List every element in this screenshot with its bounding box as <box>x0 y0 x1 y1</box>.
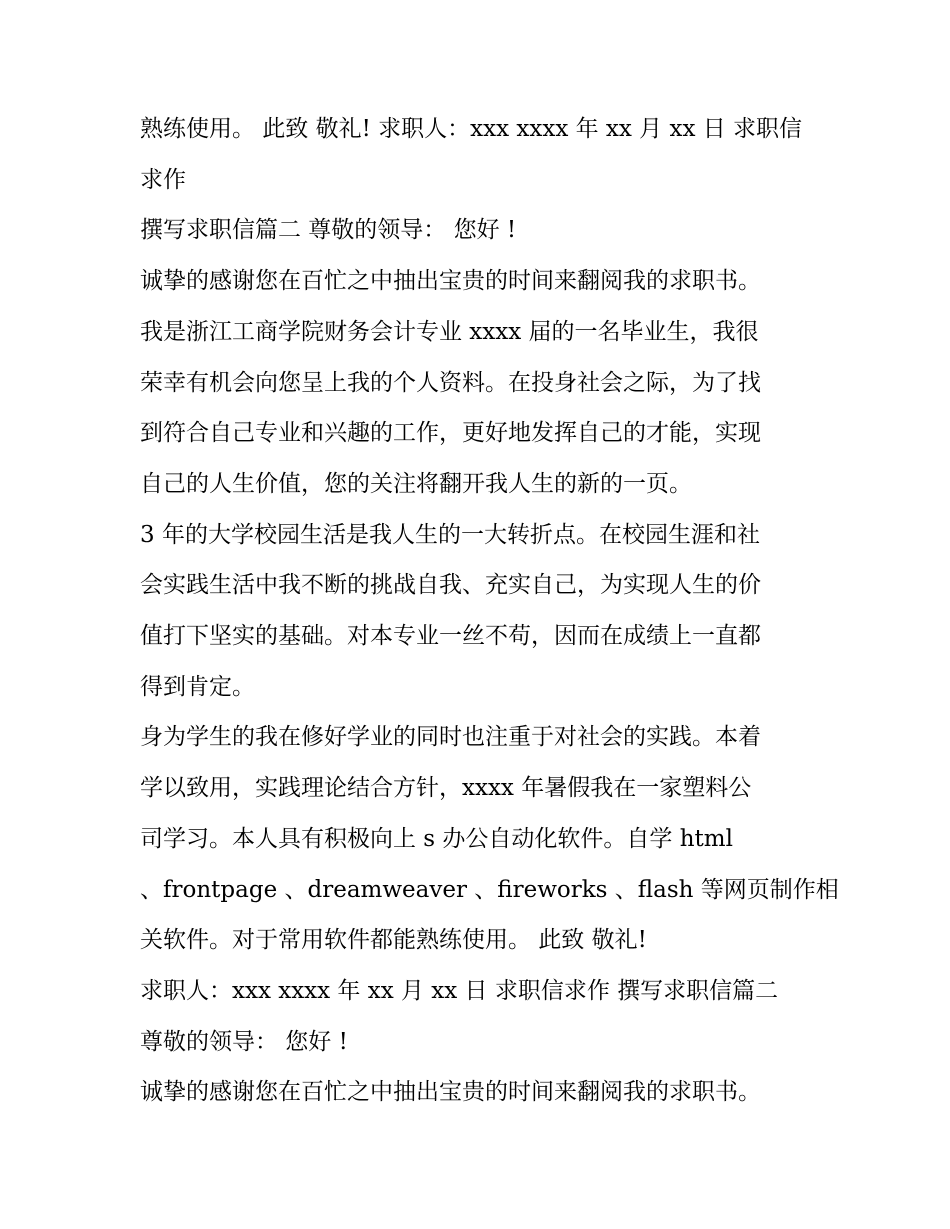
text-line: 、frontpage 、dreamweaver 、fireworks 、flash 等网页制作相 <box>140 876 839 903</box>
document-body <box>140 104 839 1118</box>
text-line: 司学习。本人具有积极向上 s 办公自动化软件。自学 html <box>140 825 733 852</box>
text-line: 得到肯定。 <box>140 673 255 700</box>
text-line: 会实践生活中我不断的挑战自我、充实自己，为实现人生的价 <box>140 572 761 599</box>
text-line: 尊敬的领导： 您好 ! <box>140 1028 348 1055</box>
text-line: 诚挚的感谢您在百忙之中抽出宝贵的时间来翻阅我的求职书。 <box>140 1079 761 1106</box>
text-line: 荣幸有机会向您呈上我的个人资料。在投身社会之际，为了找 <box>140 369 761 396</box>
text-line: 到符合自己专业和兴趣的工作，更好地发挥自己的才能，实现 <box>140 420 761 447</box>
text-line: 我是浙江工商学院财务会计专业 xxxx 届的一名毕业生，我很 <box>140 318 759 345</box>
text-line: 诚挚的感谢您在百忙之中抽出宝贵的时间来翻阅我的求职书。 <box>140 268 761 295</box>
text-line: 求职人：xxx xxxx 年 xx 月 xx 日 求职信求作 撰写求职信篇二 <box>140 977 779 1004</box>
text-line: 学以致用，实践理论结合方针，xxxx 年暑假我在一家塑料公 <box>140 775 752 802</box>
text-line: 值打下坚实的基础。对本专业一丝不苟，因而在成绩上一直都 <box>140 623 761 650</box>
text-line: 熟练使用。 此致 敬礼! 求职人：xxx xxxx 年 xx 月 xx 日 求职信 <box>140 116 803 142</box>
text-line: 自己的人生价值，您的关注将翻开我人生的新的一页。 <box>140 470 692 497</box>
text-line: 3 年的大学校园生活是我人生的一大转折点。在校园生涯和社 <box>140 521 760 548</box>
text-line: 关软件。对于常用软件都能熟练使用。 此致 敬礼! <box>140 927 647 954</box>
text-line: 身为学生的我在修好学业的同时也注重于对社会的实践。本着 <box>140 724 761 751</box>
text-line: 撰写求职信篇二 尊敬的领导： 您好 ! <box>140 217 517 244</box>
text-line: 求作 <box>140 166 186 193</box>
